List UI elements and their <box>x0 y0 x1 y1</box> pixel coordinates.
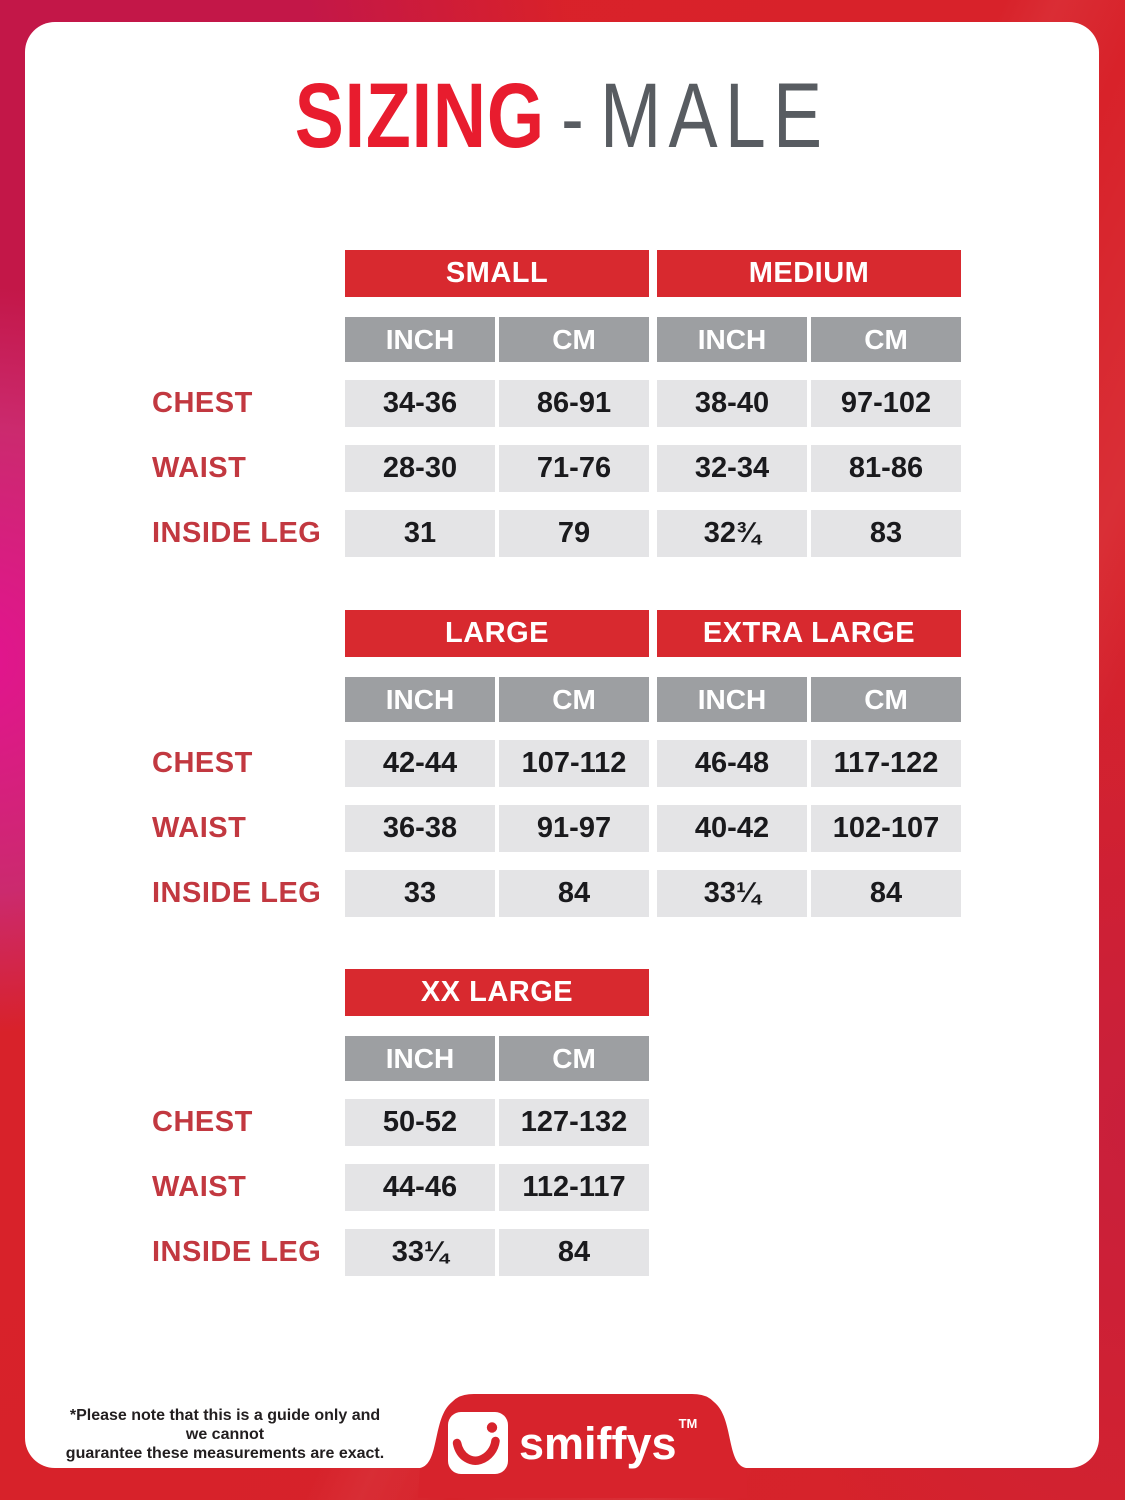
value-cell: 32-34 <box>657 445 807 492</box>
table-row-inside-leg <box>25 510 1099 557</box>
value-cell: 71-76 <box>499 445 649 492</box>
size-header-row <box>25 969 1099 1016</box>
size-header-row <box>25 610 1099 657</box>
unit-header-cm: CM <box>811 677 961 722</box>
value-cell: 33 <box>345 870 495 917</box>
size-header-xx-large: XX LARGE <box>345 969 649 1016</box>
row-label: CHEST <box>152 387 253 419</box>
unit-header-inch: INCH <box>345 677 495 722</box>
unit-header-row <box>25 677 1099 722</box>
table-row-waist <box>25 805 1099 852</box>
row-label: WAIST <box>152 1171 247 1203</box>
value-cell: 83 <box>811 510 961 557</box>
smiffys-smile-icon <box>448 1412 508 1474</box>
sizing-card <box>25 22 1099 1468</box>
value-cell: 81-86 <box>811 445 961 492</box>
value-cell: 34-36 <box>345 380 495 427</box>
spacer <box>25 1036 345 1081</box>
size-header-medium: MEDIUM <box>657 250 961 297</box>
value-cell: 91-97 <box>499 805 649 852</box>
row-label: INSIDE LEG <box>152 877 322 909</box>
table-row-waist <box>25 1164 1099 1211</box>
brand-tab <box>418 1392 748 1498</box>
value-cell: 44-46 <box>345 1164 495 1211</box>
value-cell: 40-42 <box>657 805 807 852</box>
spacer <box>25 250 345 297</box>
value-cell: 28-30 <box>345 445 495 492</box>
row-label: INSIDE LEG <box>152 1236 322 1268</box>
table-row-waist <box>25 445 1099 492</box>
page-title <box>132 65 991 167</box>
table-row-inside-leg <box>25 870 1099 917</box>
unit-header-cm: CM <box>499 1036 649 1081</box>
value-cell: 33¼ <box>657 870 807 917</box>
table-row-chest <box>25 1099 1099 1146</box>
value-cell: 32¾ <box>657 510 807 557</box>
row-label: CHEST <box>152 1106 253 1138</box>
row-label: CHEST <box>152 747 253 779</box>
unit-header-cm: CM <box>499 317 649 362</box>
unit-header-inch: INCH <box>345 317 495 362</box>
title-secondary: MALE <box>600 65 830 167</box>
disclaimer-note <box>60 1406 390 1463</box>
value-cell: 50-52 <box>345 1099 495 1146</box>
value-cell: 38-40 <box>657 380 807 427</box>
value-cell: 46-48 <box>657 740 807 787</box>
unit-header-cm: CM <box>499 677 649 722</box>
title-separator: - <box>561 71 584 165</box>
spacer <box>25 317 345 362</box>
row-label: WAIST <box>152 812 247 844</box>
brand-name <box>519 1415 698 1469</box>
row-label: WAIST <box>152 452 247 484</box>
spacer <box>25 677 345 722</box>
unit-header-row <box>25 317 1099 362</box>
unit-header-cm: CM <box>811 317 961 362</box>
value-cell: 36-38 <box>345 805 495 852</box>
unit-header-inch: INCH <box>657 677 807 722</box>
value-cell: 97-102 <box>811 380 961 427</box>
value-cell: 84 <box>499 1229 649 1276</box>
value-cell: 112-117 <box>499 1164 649 1211</box>
value-cell: 102-107 <box>811 805 961 852</box>
value-cell: 84 <box>811 870 961 917</box>
size-table-large-xlarge <box>25 610 1099 935</box>
value-cell: 84 <box>499 870 649 917</box>
table-row-chest <box>25 740 1099 787</box>
size-header-row <box>25 250 1099 297</box>
table-row-inside-leg <box>25 1229 1099 1276</box>
unit-header-row <box>25 1036 1099 1081</box>
value-cell: 33¼ <box>345 1229 495 1276</box>
size-header-large: LARGE <box>345 610 649 657</box>
spacer <box>25 610 345 657</box>
value-cell: 31 <box>345 510 495 557</box>
size-header-extra-large: EXTRA LARGE <box>657 610 961 657</box>
disclaimer-line-1: *Please note that this is a guide only and we cannot <box>69 1407 381 1443</box>
smiffys-logo <box>448 1412 697 1474</box>
size-table-xxlarge <box>25 969 1099 1294</box>
title-primary: SIZING <box>294 65 545 167</box>
size-table-small-medium <box>25 250 1099 575</box>
value-cell: 86-91 <box>499 380 649 427</box>
disclaimer-line-2: guarantee these measurements are exact. <box>65 1445 385 1462</box>
brand-name-text: smiffys <box>519 1417 677 1469</box>
row-label: INSIDE LEG <box>152 517 322 549</box>
spacer <box>25 969 345 1016</box>
value-cell: 127-132 <box>499 1099 649 1146</box>
size-header-small: SMALL <box>345 250 649 297</box>
trademark: TM <box>678 1415 698 1431</box>
unit-header-inch: INCH <box>345 1036 495 1081</box>
unit-header-inch: INCH <box>657 317 807 362</box>
value-cell: 42-44 <box>345 740 495 787</box>
table-row-chest <box>25 380 1099 427</box>
value-cell: 79 <box>499 510 649 557</box>
value-cell: 107-112 <box>499 740 649 787</box>
value-cell: 117-122 <box>811 740 961 787</box>
